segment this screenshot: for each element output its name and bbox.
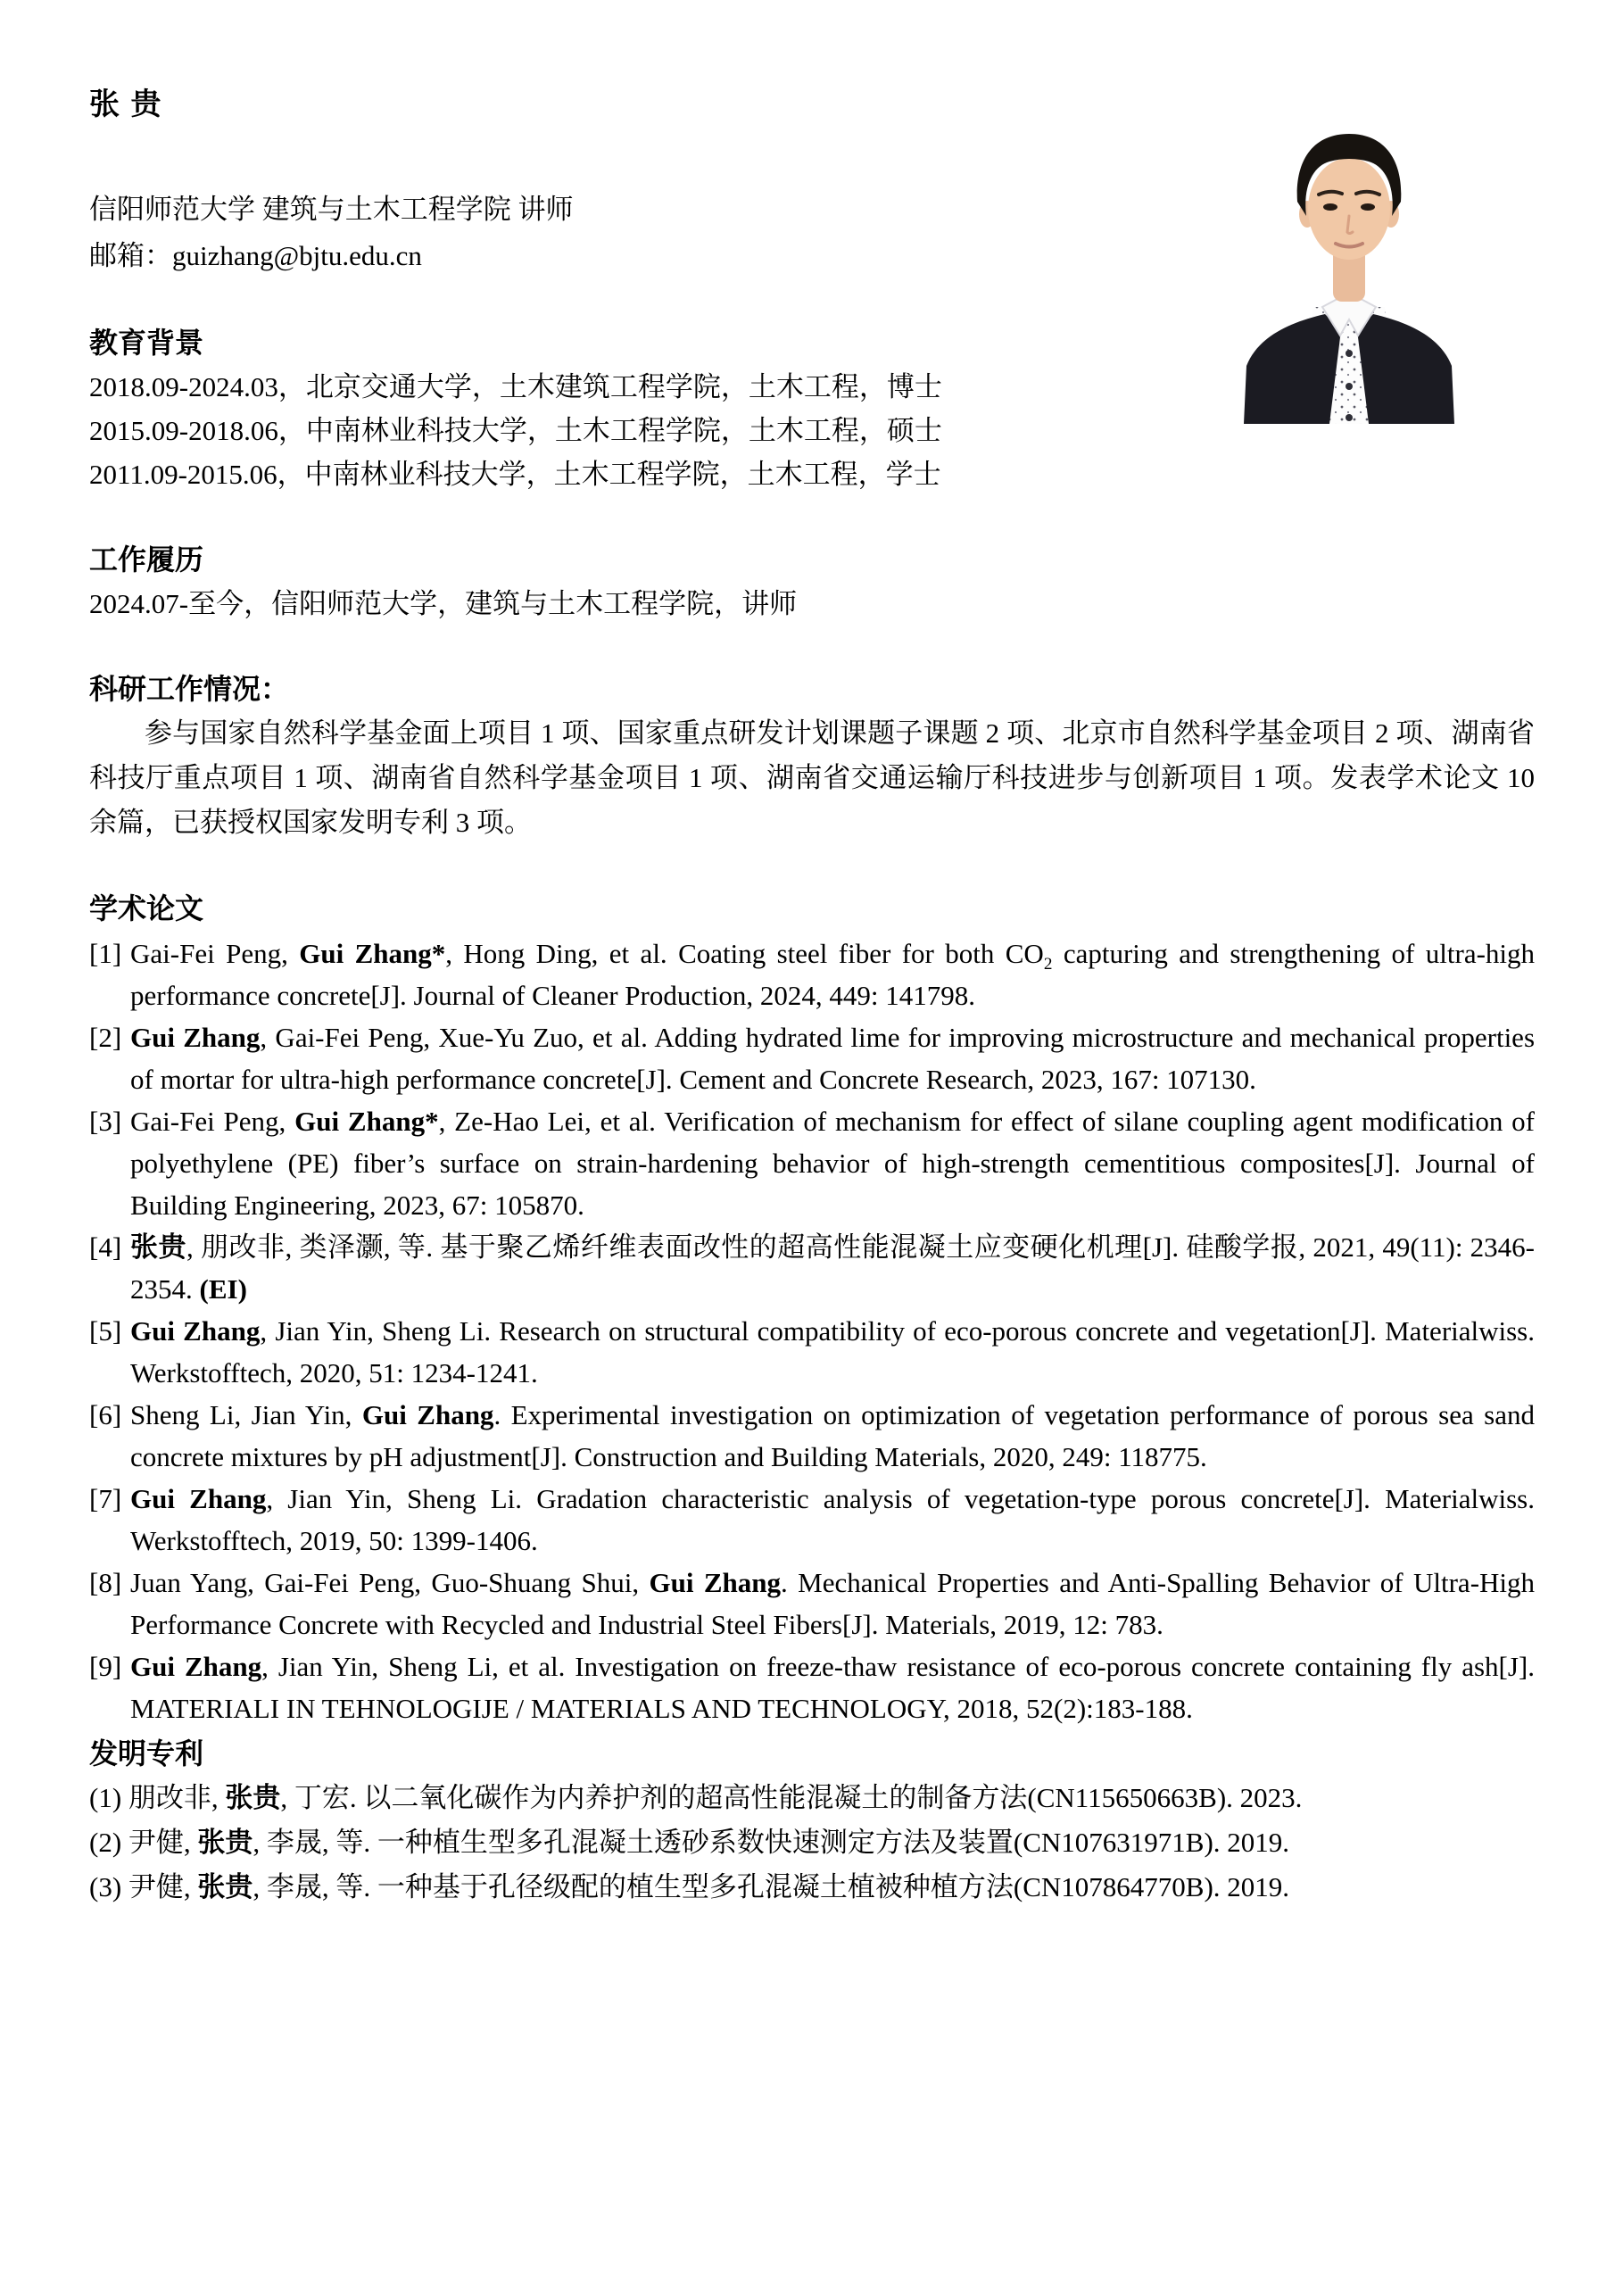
paper-marker-9: [9] [89, 1651, 122, 1682]
education-item-3: 2011.09-2015.06，中南林业科技大学，土木工程学院，土木工程，学士 [89, 459, 941, 490]
paper-item-3 [89, 1100, 1535, 1226]
email-value: guizhang@bjtu.edu.cn [172, 240, 422, 271]
email-label: 邮箱： [89, 240, 172, 271]
section-title-papers: 学术论文 [89, 892, 204, 924]
paper-item-2 [89, 1016, 1535, 1100]
paper-marker-5: [5] [89, 1315, 122, 1347]
patent-item-2: (2) 尹健, 张贵, 李晟, 等. 一种植生型多孔混凝土透砂系数快速测定方法及装置(CN107631971B). 2019. [89, 1827, 1290, 1858]
section-title-work: 工作履历 [89, 543, 204, 576]
person-name: 张 贵 [89, 88, 163, 121]
paper-item-1 [89, 932, 1535, 1016]
paper-item-4 [89, 1226, 1535, 1310]
work-item-1: 2024.07-至今，信阳师范大学，建筑与土木工程学院，讲师 [89, 588, 798, 619]
education-item-2: 2015.09-2018.06，中南林业科技大学，土木工程学院，土木工程，硕士 [89, 415, 942, 446]
paper-marker-8: [8] [89, 1567, 122, 1598]
paper-text-9: Gui Zhang, Jian Yin, Sheng Li, et al. Investigation on freeze-thaw resistance of eco-porous concrete containing fly ash[J]. MATERIALI IN TEHNOLOGIJE / MATERIALS AND TECHNOLOGY, 2018, 52(2):183-188. [130, 1651, 1536, 1724]
paper-text-7: Gui Zhang, Jian Yin, Sheng Li. Gradation characteristic analysis of vegetation-type porous concrete[J]. Materialwiss. Werkstofftech, 2019, 50: 1399-1406. [130, 1483, 1535, 1556]
paper-marker-2: [2] [89, 1022, 122, 1053]
paper-marker-6: [6] [89, 1399, 122, 1430]
paper-text-1: Gai-Fei Peng, Gui Zhang*, Hong Ding, et al. Coating steel fiber for both $CO_2$ capturing and strengthening of ultra-high performance concrete[J]. Journal of Cleaner Production, 2024, 449: 141798. [130, 938, 1536, 1011]
paper-text-6: Sheng Li, Jian Yin, Gui Zhang. Experimental investigation on optimization of vegetation performance of porous sea sand concrete mixtures by pH adjustment[J]. Construction and Building Materials, 2020, 249: 118775. [130, 1399, 1535, 1472]
paper-marker-7: [7] [89, 1483, 122, 1514]
paper-item-6 [89, 1394, 1535, 1478]
education-item-1: 2018.09-2024.03，北京交通大学，土木建筑工程学院，土木工程，博士 [89, 371, 942, 402]
paper-item-7 [89, 1478, 1535, 1562]
paper-text-3: Gai-Fei Peng, Gui Zhang*, Ze-Hao Lei, et al. Verification of mechanism for effect of silane coupling agent modification of polyethylene (PE) fiber’s surface on strain-hardening behavior of high-strength cementitious composites[J]. Journal of Building Engineering, 2023, 67: 105870. [130, 1106, 1535, 1221]
paper-item-8 [89, 1562, 1535, 1645]
patents-list [89, 1776, 1535, 1910]
paper-text-4: 张贵, 朋改非, 类泽灏, 等. 基于聚乙烯纤维表面改性的超高性能混凝土应变硬化机理[J]. 硅酸学报, 2021, 49(11): 2346-2354. (EI) [130, 1231, 1535, 1305]
resume-content [89, 85, 1535, 1910]
section-title-patents: 发明专利 [89, 1737, 204, 1770]
paper-text-5: Gui Zhang, Jian Yin, Sheng Li. Research on structural compatibility of eco-porous concrete and vegetation[J]. Materialwiss. Werkstofftech, 2020, 51: 1234-1241. [130, 1315, 1535, 1388]
paper-item-5 [89, 1310, 1535, 1394]
paper-marker-1: [1] [89, 938, 122, 969]
research-summary: 参与国家自然科学基金面上项目 1 项、国家重点研发计划课题子课题 2 项、北京市自然科学基金项目 2 项、湖南省科技厅重点项目 1 项、湖南省自然科学基金项目 1 项、湖南省交通运输厅科技进步与创新项目 1 项。发表学术论文 10 余篇，已获授权国家发明专利 3 项。 [89, 717, 1535, 838]
paper-text-8: Juan Yang, Gai-Fei Peng, Guo-Shuang Shui, Gui Zhang. Mechanical Properties and Anti-Spalling Behavior of Ultra-High Performance Concrete with Recycled and Industrial Steel Fibers[J]. Materials, 2019, 12: 783. [130, 1567, 1536, 1640]
paper-marker-4: [4] [89, 1231, 122, 1263]
patent-item-1: (1) 朋改非, 张贵, 丁宏. 以二氧化碳作为内养护剂的超高性能混凝土的制备方法(CN115650663B). 2023. [89, 1782, 1303, 1813]
affiliation-line: 信阳师范大学 建筑与土木工程学院 讲师 [89, 194, 574, 225]
paper-marker-3: [3] [89, 1106, 122, 1137]
email-line [89, 233, 1535, 279]
papers-list [89, 932, 1535, 1729]
section-title-education: 教育背景 [89, 327, 204, 359]
paper-item-9 [89, 1645, 1535, 1729]
patent-item-3: (3) 尹健, 张贵, 李晟, 等. 一种基于孔径级配的植生型多孔混凝土植被种植方法(CN107864770B). 2019. [89, 1871, 1290, 1902]
section-title-research: 科研工作情况： [89, 673, 290, 705]
paper-text-2: Gui Zhang, Gai-Fei Peng, Xue-Yu Zuo, et al. Adding hydrated lime for improving microstructure and mechanical properties of mortar for ultra-high performance concrete[J]. Cement and Concrete Research, 2023, 167: 107130. [130, 1022, 1536, 1095]
